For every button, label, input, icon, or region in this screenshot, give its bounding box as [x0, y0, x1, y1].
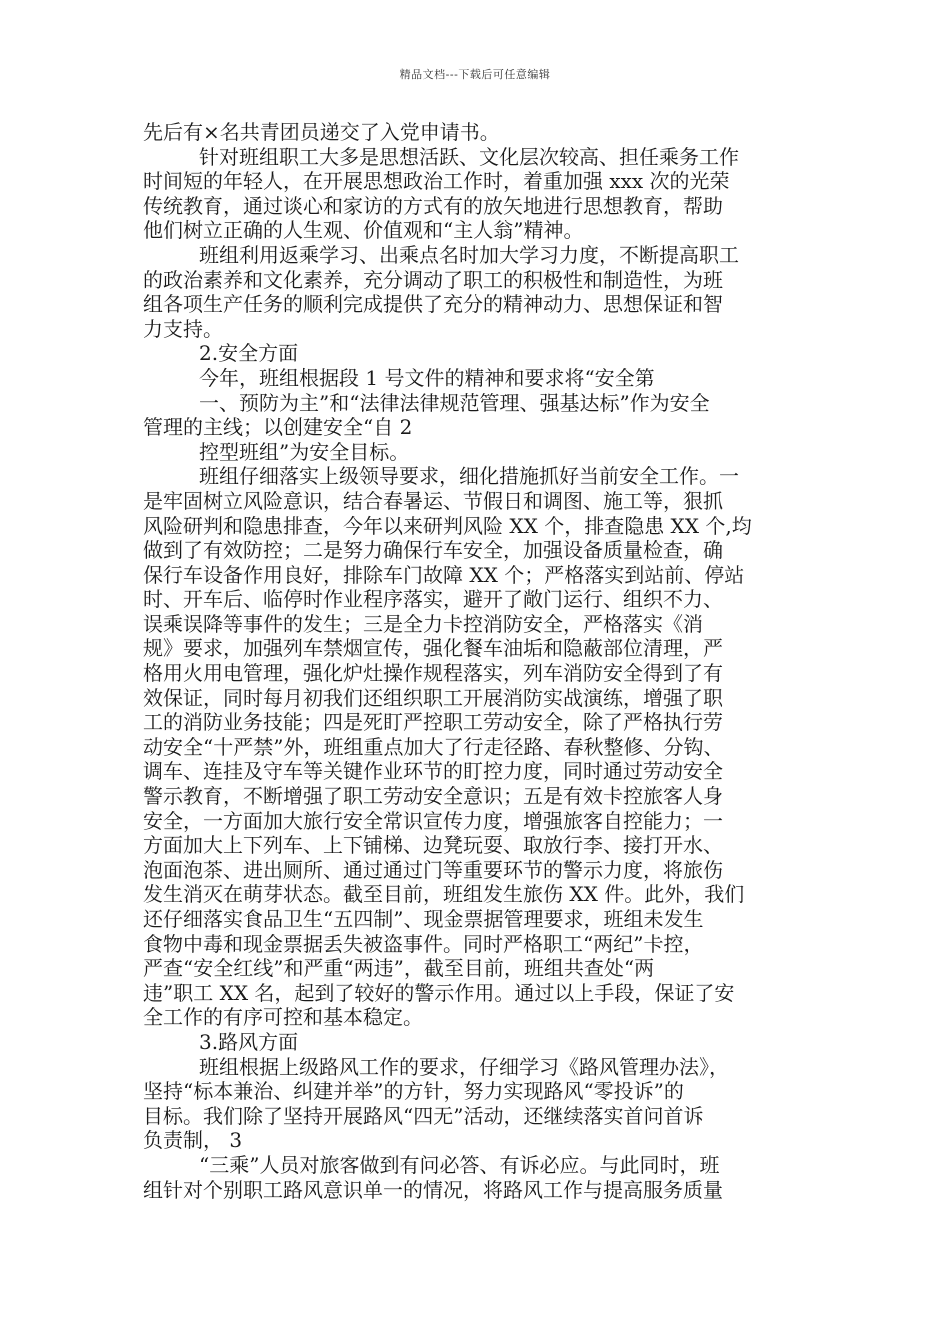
text-line: 格用火用电管理，强化炉灶操作规程落实，列车消防安全得到了有 [143, 661, 723, 686]
text-line: 违”职工 XX 名，起到了较好的警示作用。通过以上手段，保证了安 [143, 980, 735, 1005]
text-line: 2.安全方面 [199, 341, 299, 366]
text-line: 的政治素养和文化素养，充分调动了职工的积极性和制造性，为班 [143, 267, 723, 292]
text-line: 针对班组职工大多是思想活跃、文化层次较高、担任乘务工作 [199, 144, 739, 169]
text-line: 时间短的年轻人，在开展思想政治工作时，着重加强 xxx 次的光荣 [143, 169, 730, 194]
text-line: 负责制， 3 [143, 1128, 243, 1153]
text-line: 效保证，同时每月初我们还组织职工开展消防实战演练，增强了职 [143, 685, 723, 710]
text-line: 力支持。 [143, 316, 223, 341]
text-line: 3.路风方面 [199, 1029, 299, 1054]
text-line: 组针对个别职工路风意识单一的情况，将路风工作与提高服务质量 [143, 1177, 723, 1202]
text-line: 管理的主线；以创建安全“自 2 [143, 415, 413, 440]
text-line: 他们树立正确的人生观、价值观和“主人翁”精神。 [143, 218, 584, 243]
text-line: 发生消灭在萌芽状态。截至目前，班组发生旅伤 XX 件。此外，我们 [143, 882, 745, 907]
text-line: 工的消防业务技能；四是死盯严控职工劳动安全，除了严格执行劳 [143, 710, 723, 735]
text-line: 误乘误降等事件的发生；三是全力卡控消防安全，严格落实《消 [143, 611, 703, 636]
document-body [143, 120, 813, 1202]
text-line: 班组利用返乘学习、出乘点名时加大学习力度，不断提高职工 [199, 242, 739, 267]
text-line: 控型班组”为安全目标。 [199, 439, 410, 464]
text-line: 泡面泡茶、进出厕所、通过通过门等重要环节的警示力度，将旅伤 [143, 857, 723, 882]
text-line: 警示教育，不断增强了职工劳动安全意识；五是有效卡控旅客人身 [143, 784, 723, 809]
text-line: 是牢固树立风险意识，结合春暑运、节假日和调图、施工等，狠抓 [143, 488, 723, 513]
text-line: 目标。我们除了坚持开展路风“四无”活动，还继续落实首问首诉 [143, 1103, 704, 1128]
text-line: 传统教育，通过谈心和家访的方式有的放矢地进行思想教育，帮助 [143, 193, 723, 218]
text-line: 班组根据上级路风工作的要求，仔细学习《路风管理办法》， [199, 1054, 729, 1079]
text-line: 规》要求，加强列车禁烟宣传，强化餐车油垢和隐蔽部位清理，严 [143, 636, 723, 661]
text-line: 安全，一方面加大旅行安全常识宣传力度，增强旅客自控能力；一 [143, 808, 723, 833]
text-line: 时、开车后、临停时作业程序落实，避开了敞门运行、组织不力、 [143, 587, 723, 612]
text-line: 全工作的有序可控和基本稳定。 [143, 1005, 423, 1030]
text-line: 组各项生产任务的顺利完成提供了充分的精神动力、思想保证和智 [143, 292, 723, 317]
text-line: 班组仔细落实上级领导要求，细化措施抓好当前安全工作。一 [199, 464, 739, 489]
text-line: 动安全“十严禁”外，班组重点加大了行走径路、春秋整修、分钩、 [143, 734, 724, 759]
text-line: 食物中毒和现金票据丢失被盗事件。同时严格职工“两纪”卡控， [143, 931, 704, 956]
text-line: 还仔细落实食品卫生“五四制”、现金票据管理要求，班组未发生 [143, 907, 704, 931]
text-line: 先后有×名共青团员递交了入党申请书。 [143, 120, 500, 144]
text-line: 今年，班组根据段 1 号文件的精神和要求将“安全第 [199, 365, 655, 390]
text-line: 坚持“标本兼治、纠建并举”的方针，努力实现路风“零投诉”的 [143, 1079, 684, 1104]
text-line: 做到了有效防控；二是努力确保行车安全，加强设备质量检查，确 [143, 538, 723, 563]
text-line: 保行车设备作用良好，排除车门故障 XX 个；严格落实到站前、停站 [143, 562, 745, 587]
text-line: 方面加大上下列车、上下铺梯、边凳玩耍、取放行李、接打开水、 [143, 833, 723, 858]
text-line: 调车、连挂及守车等关键作业环节的盯控力度，同时通过劳动安全 [143, 759, 723, 784]
text-line: 严查“安全红线”和严重“两违”，截至目前，班组共查处“两 [143, 956, 655, 981]
text-line: 一、预防为主”和“法律法律规范管理、强基达标”作为安全 [199, 390, 710, 415]
page-header: 精品文档---下载后可任意编辑 [399, 68, 551, 81]
text-line: 风险研判和隐患排查，今年以来研判风险 XX 个，排查隐患 XX 个,均 [143, 513, 752, 538]
text-line: “三乘”人员对旅客做到有问必答、有诉必应。与此同时，班 [199, 1152, 720, 1177]
